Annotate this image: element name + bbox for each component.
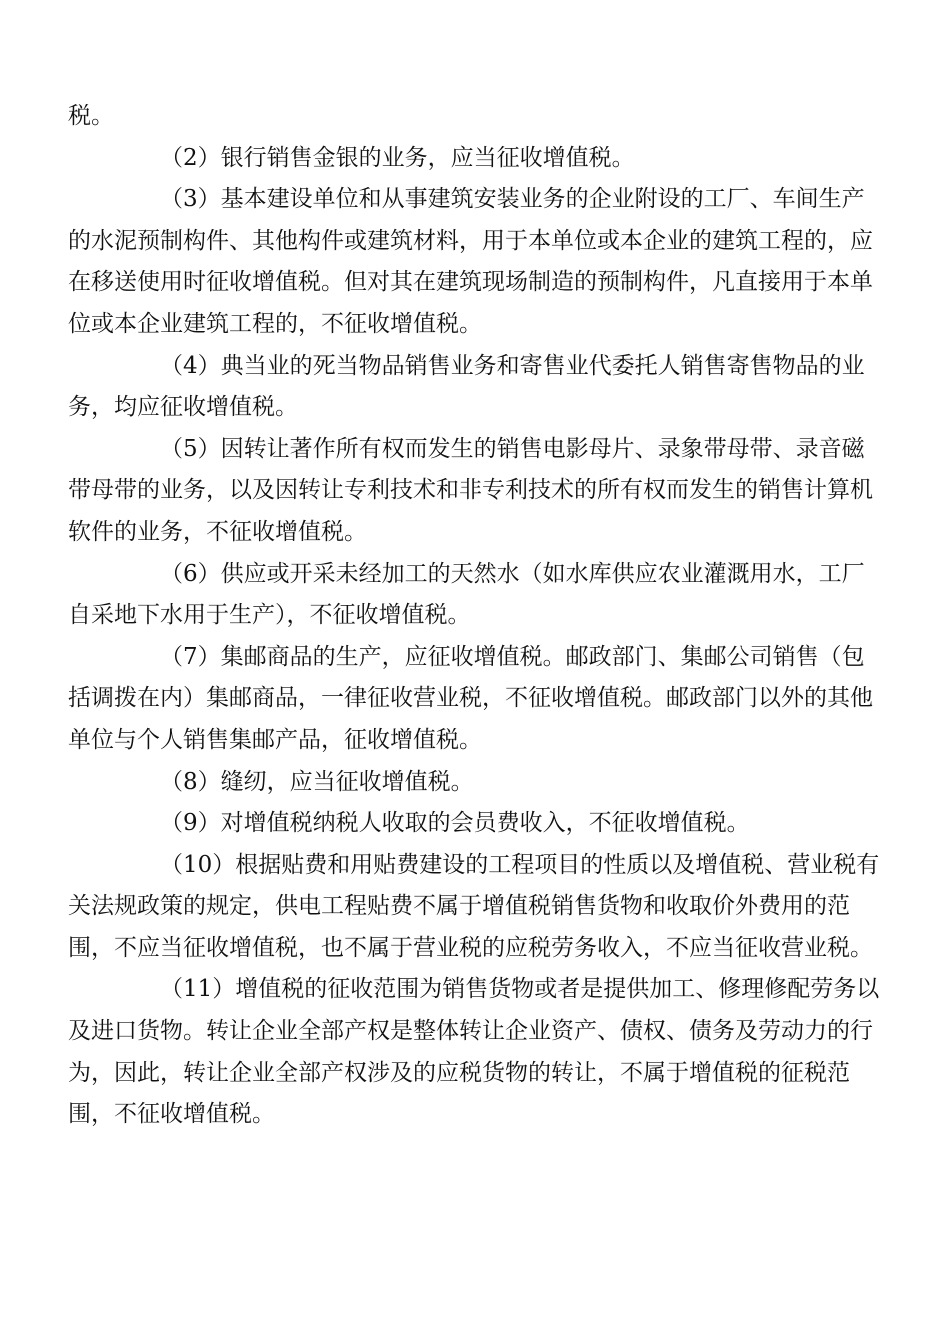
paragraph-item-7: （7）集邮商品的生产，应征收增值税。邮政部门、集邮公司销售（包括调拨在内）集邮商品，一律征收营业税，不征收增值税。邮政部门以外的其他单位与个人销售集邮产品，征收增值税。: [68, 643, 873, 753]
paragraph-item-5: （5）因转让著作所有权而发生的销售电影母片、录象带母带、录音磁带母带的业务，以及因转让专利技术和非专利技术的所有权而发生的销售计算机软件的业务，不征收增值税。: [68, 435, 873, 545]
paragraph-item-9: （9）对增值税纳税人收取的会员费收入，不征收增值税。: [160, 810, 750, 837]
paragraph-item-11: （11）增值税的征收范围为销售货物或者是提供加工、修理修配劳务以及进口货物。转让企业全部产权是整体转让企业资产、债权、债务及劳动力的行为，因此，转让企业全部产权涉及的应税货物的转让，不属于增值税的征税范围，不征收增值税。: [68, 976, 880, 1128]
paragraph-item-3: （3）基本建设单位和从事建筑安装业务的企业附设的工厂、车间生产的水泥预制构件、其他构件或建筑材料，用于本单位或本企业的建筑工程的，应在移送使用时征收增值税。但对其在建筑现场制造的预制构件，凡直接用于本单位或本企业建筑工程的，不征收增值税。: [68, 186, 873, 337]
paragraph-continuation: 税。: [68, 103, 114, 129]
paragraph-item-8: （8）缝纫，应当征收增值税。: [160, 768, 474, 795]
paragraph-item-6: （6）供应或开采未经加工的天然水（如水库供应农业灌溉用水，工厂自采地下水用于生产），不征收增值税。: [68, 560, 865, 629]
paragraph-item-10: （10）根据贴费和用贴费建设的工程项目的性质以及增值税、营业税有关法规政策的规定，供电工程贴费不属于增值税销售货物和收取价外费用的范围，不应当征收增值税，也不属于营业税的应税劳务收入，不应当征收营业税。: [68, 851, 880, 961]
paragraph-item-2: （2）银行销售金银的业务，应当征收增值税。: [160, 144, 635, 171]
document-page: [68, 96, 882, 1136]
paragraph-item-4: （4）典当业的死当物品销售业务和寄售业代委托人销售寄售物品的业务，均应征收增值税。: [68, 352, 865, 421]
